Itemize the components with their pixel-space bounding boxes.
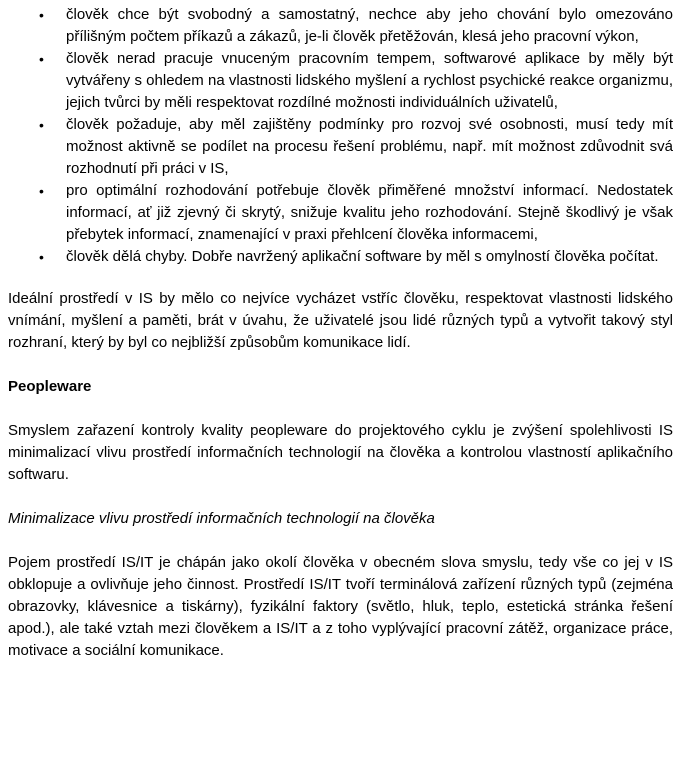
bullet-icon: • <box>39 183 44 199</box>
list-item-text: člověk dělá chyby. Dobře navržený aplikační software by měl s omylností člověka počítat. <box>66 248 659 265</box>
list-item <box>39 114 673 180</box>
paragraph-peopleware: Smyslem zařazení kontroly kvality peopleware do projektového cyklu je zvýšení spolehlivosti IS minimalizací vlivu prostředí informačních technologií na člověka a kontrolou vlastností aplikačního softwaru. <box>8 422 673 483</box>
list-item-text: člověk chce být svobodný a samostatný, nechce aby jeho chování bylo omezováno přílišným počtem příkazů a zákazů, je-li člověk přetěžován, klesá jeho pracovní výkon, <box>66 6 673 45</box>
list-item-text: pro optimální rozhodování potřebuje člověk přiměřené množství informací. Nedostatek informací, ať již zjevný či skrytý, snižuje kvalitu jeho rozhodování. Stejně škodlivý je však přebytek informací, znamenající v praxi přehlcení člověka informacemi, <box>66 182 673 243</box>
bullet-icon: • <box>39 249 44 265</box>
bullet-icon: • <box>39 7 44 23</box>
list-item <box>39 246 673 268</box>
requirements-list <box>8 4 673 268</box>
bullet-icon: • <box>39 117 44 133</box>
paragraph-ideal-environment: Ideální prostředí v IS by mělo co nejvíce vycházet vstříc člověku, respektovat vlastnosti lidského vnímání, myšlení a paměti, brát v úvahu, že uživatelé jsou lidé různých typů a vytvořit takový styl rozhraní, který by byl co nejbližší způsobům komunikace lidí. <box>8 290 673 351</box>
paragraph-it-environment: Pojem prostředí IS/IT je chápán jako okolí člověka v obecném slova smyslu, tedy vše co jej v IS obklopuje a ovlivňuje jeho činnost. Prostředí IS/IT tvoří terminálová zařízení různých typů (zejména obrazovky, klávesnice a tiskárny), fyzikální faktory (světlo, hluk, teplo, estetická stránka řešení apod.), ale také vztah mezi člověkem a IS/IT a z toho vyplývající pracovní zátěž, organizace práce, motivace a sociální komunikace. <box>8 554 673 659</box>
list-item-text: člověk požaduje, aby měl zajištěny podmínky pro rozvoj své osobnosti, musí tedy mít možnost aktivně se podílet na procesu řešení problému, např. mít možnost zdůvodnit svá rozhodnutí při práci v IS, <box>66 116 673 177</box>
section-heading-peopleware: Peopleware <box>8 378 92 395</box>
bullet-icon: • <box>39 51 44 67</box>
list-item <box>39 180 673 246</box>
subheading-minimization: Minimalizace vlivu prostředí informačních technologií na člověka <box>8 510 435 527</box>
list-item <box>39 48 673 114</box>
list-item-text: člověk nerad pracuje vnuceným pracovním tempem, softwarové aplikace by měly být vytvářeny s ohledem na vlastnosti lidského myšlení a rychlost psychické reakce organizmu, jejich tvůrci by měli respektovat rozdílné možnosti individuálních uživatelů, <box>66 50 673 111</box>
list-item <box>39 4 673 48</box>
